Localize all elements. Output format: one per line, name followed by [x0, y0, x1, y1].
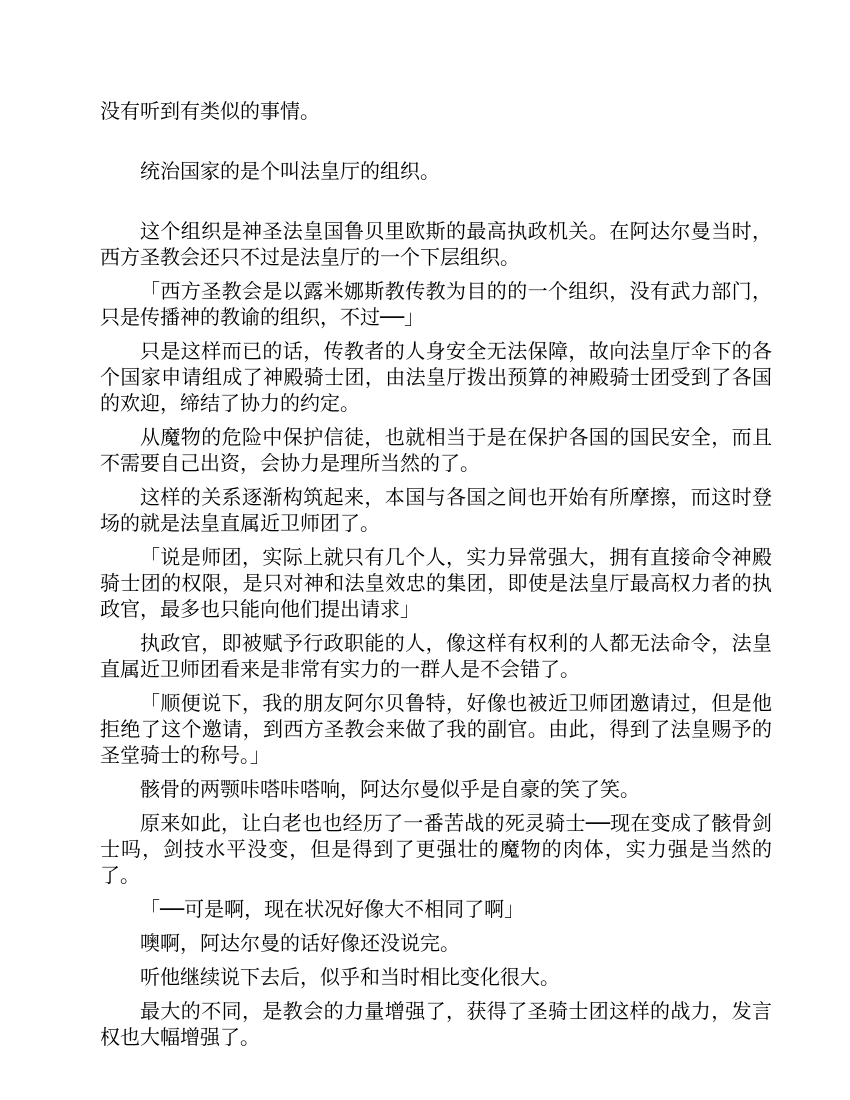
paragraph: 只是这样而已的话，传教者的人身安全无法保障，故向法皇厅伞下的各个国家申请组成了神殿骑士团，由法皇厅拨出预算的神殿骑士团受到了各国的欢迎，缔结了协力的约定。 — [100, 339, 772, 415]
paragraph: 这样的关系逐渐构筑起来，本国与各国之间也开始有所摩擦，而这时登场的就是法皇直属近卫师团了。 — [100, 485, 772, 535]
dialogue-paragraph: 「顺便说下，我的朋友阿尔贝鲁特，好像也被近卫师团邀请过，但是他拒绝了这个邀请，到西方圣教会来做了我的副官。由此，得到了法皇赐予的圣堂骑士的称号。」 — [100, 691, 772, 767]
paragraph: 噢啊，阿达尔曼的话好像还没说完。 — [140, 931, 460, 955]
paragraph: 统治国家的是个叫法皇厅的组织。 — [140, 159, 440, 183]
dialogue-paragraph: 「说是师团，实际上就只有几个人，实力异常强大，拥有直接命令神殿骑士团的权限，是只对神和法皇效忠的集团，即使是法皇厅最高权力者的执政官，最多也只能向他们提出请求」 — [100, 545, 772, 621]
paragraph: 从魔物的危险中保护信徒，也就相当于是在保护各国的国民安全，而且不需要自己出资，会协力是理所当然的了。 — [100, 425, 772, 475]
dialogue-paragraph: 「西方圣教会是以露米娜斯教传教为目的的一个组织，没有武力部门，只是传播神的教谕的组织，不过──」 — [100, 279, 772, 329]
paragraph: 最大的不同，是教会的力量增强了，获得了圣骑士团这样的战力，发言权也大幅增强了。 — [100, 999, 772, 1049]
paragraph: 听他继续说下去后，似乎和当时相比变化很大。 — [140, 965, 560, 989]
body-text — [100, 98, 772, 1058]
dialogue-paragraph: 「──可是啊，现在状况好像大不相同了啊」 — [140, 897, 525, 921]
paragraph: 这个组织是神圣法皇国鲁贝里欧斯的最高执政机关。在阿达尔曼当时，西方圣教会还只不过是法皇厅的一个下层组织。 — [100, 219, 772, 269]
paragraph: 执政官，即被赋予行政职能的人，像这样有权利的人都无法命令，法皇直属近卫师团看来是非常有实力的一群人是不会错了。 — [100, 631, 772, 681]
paragraph: 没有听到有类似的事情。 — [100, 99, 320, 123]
paragraph: 骸骨的两颚咔嗒咔嗒响，阿达尔曼似乎是自豪的笑了笑。 — [140, 777, 640, 801]
paragraph: 原来如此，让白老也也经历了一番苦战的死灵骑士──现在变成了骸骨剑士吗，剑技水平没变，但是得到了更强壮的魔物的肉体，实力强是当然的了。 — [100, 811, 772, 887]
